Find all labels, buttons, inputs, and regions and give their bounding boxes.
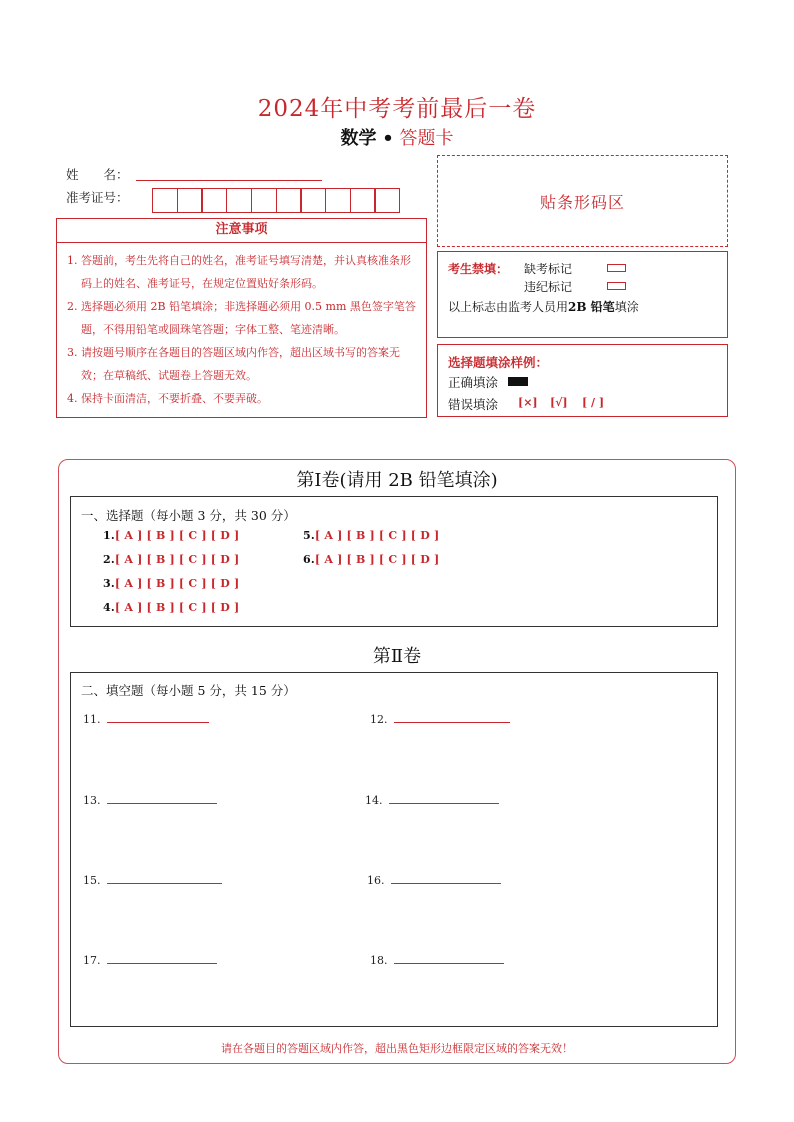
subject-label: 数学 bbox=[340, 128, 377, 149]
question-number: 6. bbox=[303, 553, 315, 566]
sample-title: 选择题填涂样例： bbox=[448, 355, 549, 370]
id-digit-box[interactable] bbox=[276, 188, 302, 213]
question-row-5[interactable] bbox=[303, 529, 439, 542]
question-row-3[interactable] bbox=[103, 577, 239, 590]
question-number: 1. bbox=[103, 529, 115, 542]
blank-15[interactable] bbox=[83, 874, 222, 887]
choice-section-title: 一、选择题（每小题 3 分，共 30 分） bbox=[81, 508, 296, 523]
id-number-boxes[interactable] bbox=[152, 188, 399, 213]
absent-mark-box[interactable] bbox=[607, 264, 626, 272]
id-label: 准考证号： bbox=[66, 190, 129, 205]
barcode-label: 贴条形码区 bbox=[539, 192, 625, 212]
violation-mark-box[interactable] bbox=[607, 282, 626, 290]
blank-16[interactable] bbox=[367, 874, 501, 887]
forbid-note-bold: 2B 铅笔 bbox=[568, 300, 615, 314]
id-digit-box[interactable] bbox=[300, 188, 326, 213]
id-digit-box[interactable] bbox=[350, 188, 376, 213]
id-digit-box[interactable] bbox=[325, 188, 351, 213]
notice-item: 4. 保持卡面清洁，不要折叠、不要弄破。 bbox=[67, 392, 268, 405]
answer-options[interactable]: [ A ] [ B ] [ C ] [ D ] bbox=[114, 553, 240, 566]
forbid-note-pre: 以上标志由监考人员用 bbox=[448, 300, 569, 314]
fill-section-title: 二、填空题（每小题 5 分，共 15 分） bbox=[81, 683, 296, 698]
correct-fill-sample bbox=[508, 377, 528, 386]
answer-line[interactable] bbox=[107, 883, 222, 884]
wrong-mark-2: [√] bbox=[550, 396, 568, 409]
answer-line[interactable] bbox=[394, 963, 504, 964]
forbid-note-post: 填涂 bbox=[614, 300, 639, 314]
blank-14[interactable] bbox=[365, 794, 499, 807]
answer-options[interactable]: [ A ] [ B ] [ C ] [ D ] bbox=[114, 601, 240, 614]
id-digit-box[interactable] bbox=[374, 188, 400, 213]
notice-item: 2. 选择题必须用 2B 铅笔填涂；非选择题必须用 0.5 mm 黑色签字笔答题，不得用铅笔或圆珠笔答题；字体工整、笔迹清晰。 bbox=[67, 300, 416, 336]
id-digit-box[interactable] bbox=[226, 188, 252, 213]
notice-item: 1. 答题前，考生先将自己的姓名，准考证号填写清楚，并认真核准条形码上的姓名、准考证号，在规定位置贴好条形码。 bbox=[67, 254, 411, 290]
choice-section bbox=[70, 496, 718, 627]
notice-item: 3. 请按题号顺序在各题目的答题区域内作答，超出区域书写的答案无效；在草稿纸、试题卷上答题无效。 bbox=[67, 346, 400, 382]
fill-sample-box bbox=[437, 344, 728, 417]
page-title: 2024年中考考前最后一卷 bbox=[257, 96, 537, 122]
blank-number: 14. bbox=[365, 794, 383, 807]
answer-line[interactable] bbox=[107, 963, 217, 964]
blank-11[interactable] bbox=[83, 713, 209, 726]
question-number: 2. bbox=[103, 553, 115, 566]
notice-title: 注意事项 bbox=[57, 219, 426, 243]
wrong-mark-1: [×] bbox=[518, 396, 538, 409]
answer-line[interactable] bbox=[391, 883, 501, 884]
blank-number: 12. bbox=[370, 713, 388, 726]
barcode-area bbox=[437, 155, 728, 247]
answer-options[interactable]: [ A ] [ B ] [ C ] [ D ] bbox=[114, 577, 240, 590]
separator-dot: • bbox=[382, 128, 394, 149]
blank-13[interactable] bbox=[83, 794, 217, 807]
id-digit-box[interactable] bbox=[152, 188, 178, 213]
violation-label: 违纪标记 bbox=[524, 280, 573, 294]
answer-line[interactable] bbox=[107, 803, 217, 804]
id-digit-box[interactable] bbox=[251, 188, 277, 213]
part1-title: 第Ⅰ卷(请用 2B 铅笔填涂) bbox=[296, 470, 498, 491]
correct-label: 正确填涂 bbox=[448, 375, 499, 390]
notice-box bbox=[56, 218, 427, 418]
blank-12[interactable] bbox=[370, 713, 510, 726]
wrong-mark-3: [ / ] bbox=[582, 396, 605, 409]
blank-number: 11. bbox=[83, 713, 101, 726]
absent-label: 缺考标记 bbox=[524, 262, 573, 276]
forbid-note bbox=[448, 298, 639, 315]
question-row-2[interactable] bbox=[103, 553, 239, 566]
part2-title: 第Ⅱ卷 bbox=[372, 646, 422, 667]
wrong-label: 错误填涂 bbox=[448, 397, 499, 412]
answer-options[interactable]: [ A ] [ B ] [ C ] [ D ] bbox=[314, 529, 440, 542]
id-digit-box[interactable] bbox=[201, 188, 227, 213]
question-number: 3. bbox=[103, 577, 115, 590]
card-label: 答题卡 bbox=[399, 128, 454, 149]
answer-options[interactable]: [ A ] [ B ] [ C ] [ D ] bbox=[114, 529, 240, 542]
blank-number: 17. bbox=[83, 954, 101, 967]
fill-in-section bbox=[70, 672, 718, 1027]
question-row-4[interactable] bbox=[103, 601, 239, 614]
question-number: 4. bbox=[103, 601, 115, 614]
question-number: 5. bbox=[303, 529, 315, 542]
blank-18[interactable] bbox=[370, 954, 504, 967]
id-digit-box[interactable] bbox=[177, 188, 203, 213]
answer-line[interactable] bbox=[389, 803, 499, 804]
blank-17[interactable] bbox=[83, 954, 217, 967]
question-row-1[interactable] bbox=[103, 529, 239, 542]
name-field[interactable] bbox=[136, 180, 322, 181]
blank-number: 13. bbox=[83, 794, 101, 807]
footer-warning: 请在各题目的答题区域内作答，超出黑色矩形边框限定区域的答案无效！ bbox=[221, 1042, 573, 1055]
page-subtitle bbox=[0, 124, 794, 150]
examiner-only-box bbox=[437, 251, 728, 338]
blank-number: 18. bbox=[370, 954, 388, 967]
blank-number: 16. bbox=[367, 874, 385, 887]
answer-line[interactable] bbox=[394, 722, 510, 723]
question-row-6[interactable] bbox=[303, 553, 439, 566]
blank-number: 15. bbox=[83, 874, 101, 887]
name-label: 姓 名： bbox=[66, 167, 129, 182]
answer-line[interactable] bbox=[107, 722, 209, 723]
forbid-label: 考生禁填： bbox=[448, 262, 509, 276]
answer-options[interactable]: [ A ] [ B ] [ C ] [ D ] bbox=[314, 553, 440, 566]
